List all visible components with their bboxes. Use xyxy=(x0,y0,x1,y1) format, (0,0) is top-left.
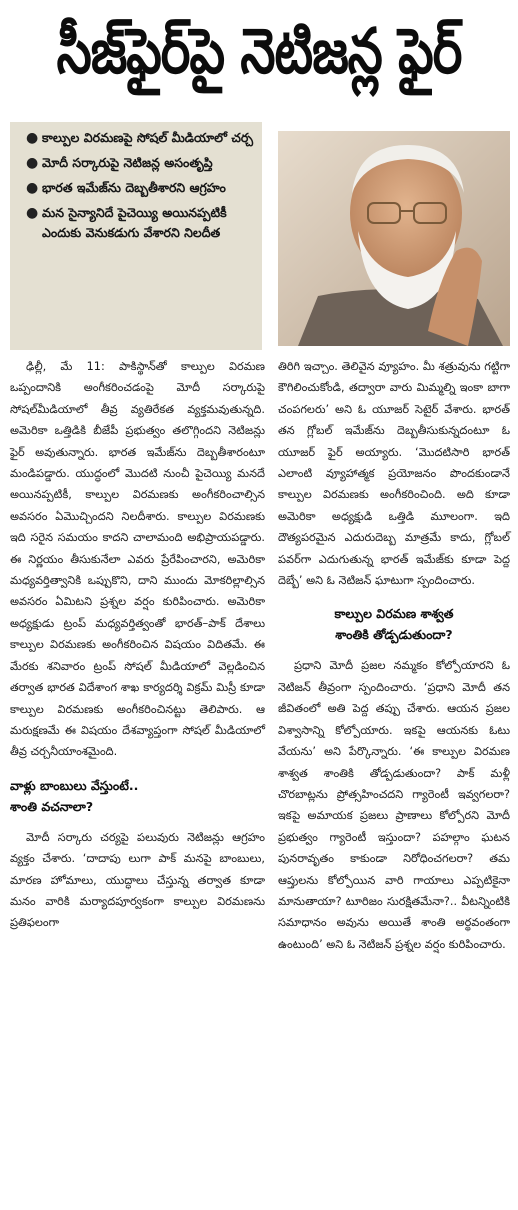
subheading xyxy=(278,603,510,645)
bullet-icon: ● xyxy=(26,205,39,221)
subheading xyxy=(10,775,265,817)
highlight-item xyxy=(26,153,254,173)
highlight-text: భారత ఇమేజ్‌ను దెబ్బతీశారని ఆగ్రహం xyxy=(42,180,226,195)
subheading-line: శాంతికి తోడ్పడుతుందా? xyxy=(335,627,453,643)
highlights-box xyxy=(10,122,262,350)
paragraph: ఢిల్లీ, మే 11: పాకిస్థాన్‌తో కాల్పుల విరమణ ఒప్పందానికి అంగీకరించడంపై మోదీ సర్కారుపై సోషల్‌మీడియాలో తీవ్ర వ్యతిరేకత వ్యక్తమవుతున్నది. అమెరికా ఒత్తిడికి బీజేపీ ప్రభుత్వం తలొగ్గిందని నెటిజన్లు ఫైర్ అవుతున్నారు. భారత ఇమేజ్‌ను దెబ్బతీశారంటూ మండిపడ్డారు. యుద్ధంలో మొదటి నుంచీ పైచెయ్యి మనదే అయినప్పటికీ, కాల్పుల విరమణకు అంగీకరించాల్సిన అవసరం ఏమొచ్చిందని నిలదీశారు. కాల్పుల విరమణకు ఇది సరైన సమయం కాదని చాలామంది అభిప్రాయపడ్డారు. ఈ నిర్ణయం తీసుకునేలా ఎవరు ప్రేరేపించారని, అమెరికా మధ్యవర్తిత్వానికి ఒప్పుకొని, దాని ముందు మోకరిల్లాల్సిన అవసరం ఏమిటని ప్రశ్నల వర్షం కురిపించారు. అమెరికా అధ్యక్షుడు ట్రంప్ మధ్యవర్తిత్వంతో భారత్‌–పాక్ దేశాలు కాల్పుల విరమణకు అంగీకరించిన విషయం విదితమే. ఈ మేరకు శనివారం ట్రంప్ సోషల్ మీడియాలో వెల్లడించిన తర్వాత భారత విదేశాంగ శాఖ కార్యదర్శి విక్రమ్ మిస్రీ కూడా కాల్పుల విరమణకు అంగీకరించినట్టు తెలిపారు. ఆ మరుక్షణమే ఈ విషయం దేశవ్యాప్తంగా సోషల్ మీడియాలో తీవ్ర చర్చనీయాంశమైంది. xyxy=(10,360,265,759)
subheading-line: కాల్పుల విరమణ శాశ్వత xyxy=(334,606,454,622)
portrait-photo xyxy=(278,131,510,346)
bullet-icon: ● xyxy=(26,130,39,146)
article-column-right xyxy=(278,356,510,955)
highlight-item xyxy=(26,178,254,198)
bullet-icon: ● xyxy=(26,155,39,171)
highlight-item xyxy=(26,128,254,148)
bullet-icon: ● xyxy=(26,180,39,196)
headline-text: సీజ్‌ఫైర్‌పై నెటిజన్ల ఫైర్ xyxy=(56,14,462,88)
highlight-text: మన సైన్యానిదే పైచెయ్యి అయినప్పటికీ ఎందుకు వెనుకడుగు వేశారని నిలదీత xyxy=(42,205,227,240)
highlight-text: మోదీ సర్కారుపై నెటిజన్ల అసంతృప్తి xyxy=(42,155,213,170)
highlight-item xyxy=(26,203,254,243)
highlight-text: కాల్పుల విరమణపై సోషల్ మీడియాలో చర్చ xyxy=(42,130,254,145)
paragraph: మోదీ సర్కారు చర్యపై పలువురు నెటిజన్లు ఆగ్రహం వ్యక్తం చేశారు. ‘దాదాపు లుగా పాక్ మనపై బాంబులు, మారణ హోమాలు, యుద్ధాలు చేస్తున్న తర్వాత కూడా మనం వారికి మర్యాదపూర్వకంగా కాల్పుల విరమణను ప్రతిఫలంగా xyxy=(10,830,265,930)
subheading-line: శాంతి వచనాలా? xyxy=(10,798,94,814)
article-column-left xyxy=(10,356,265,934)
paragraph: ప్రధాని మోదీ ప్రజల నమ్మకం కోల్పోయారని ఓ నెటిజన్ తీవ్రంగా స్పందించారు. ‘ప్రధాని మోదీ తన జీవితంలో అతి పెద్ద తప్పు చేశారు. ఆయన ప్రజల విశ్వాసాన్ని కోల్పోయారు. ఇకపై ఆయనకు ఓటు వేయను’ అని పేర్కొన్నారు. ‘ఈ కాల్పుల విరమణ శాశ్వత శాంతికి తోడ్పడుతుందా? పాక్ మళ్లీ చొరబాట్లను ప్రోత్సహించదని గ్యారెంటీ ఇవ్వగలరా? ఇకపై అమాయక ప్రజలు ప్రాణాలు కోల్పోరని మోదీ ప్రభుత్వం గ్యారెంటీ ఇస్తుందా? పహల్గాం ఘటన పునరావృతం కాకుండా నిరోధించగలరా? తమ ఆప్తులను కోల్పోయిన వారి గాయాలు ఎప్పటికైనా మానుతాయా? టూరిజం సురక్షితమేనా?.. వీటన్నింటికి సమాధానం అవును అయితే శాంతి అర్థవంతంగా ఉంటుంది’ అని ఓ నెటిజన్ ప్రశ్నల వర్షం కురిపించారు. xyxy=(278,659,510,951)
portrait-illustration xyxy=(278,131,510,346)
paragraph: తిరిగి ఇచ్చాం. తెలివైన వ్యూహం. మీ శత్రువును గట్టిగా కౌగిలించుకోండి, తద్వారా వారు మిమ్మల్ని ఇంకా బాగా చంపగలరు’ అని ఓ యూజర్ సెటైర్ వేశారు. భారత్ తన గ్లోబల్ ఇమేజ్‌ను దెబ్బతీసుకున్నదంటూ ఓ యూజర్ ఫైర్ అయ్యారు. ‘మొదటిసారి భారత్ ఎలాంటి వ్యూహాత్మక ప్రయోజనం పొందకుండానే కాల్పుల విరమణకు అంగీకరించింది. అది కూడా అమెరికా అధ్యక్షుడి ఒత్తిడి మూలంగా. ఇది దౌత్యపరమైన ఎదురుదెబ్బ మాత్రమే కాదు, గ్లోబల్ పవర్‌గా ఎదుగుతున్న భారత్ ఇమేజ్‌కు కూడా పెద్ద దెబ్బే’ అని ఓ నెటిజన్ ఘాటుగా స్పందించారు. xyxy=(278,360,510,588)
headline xyxy=(0,0,518,118)
subheading-line: వాళ్లు బాంబులు వేస్తుంటే.. xyxy=(10,777,139,793)
